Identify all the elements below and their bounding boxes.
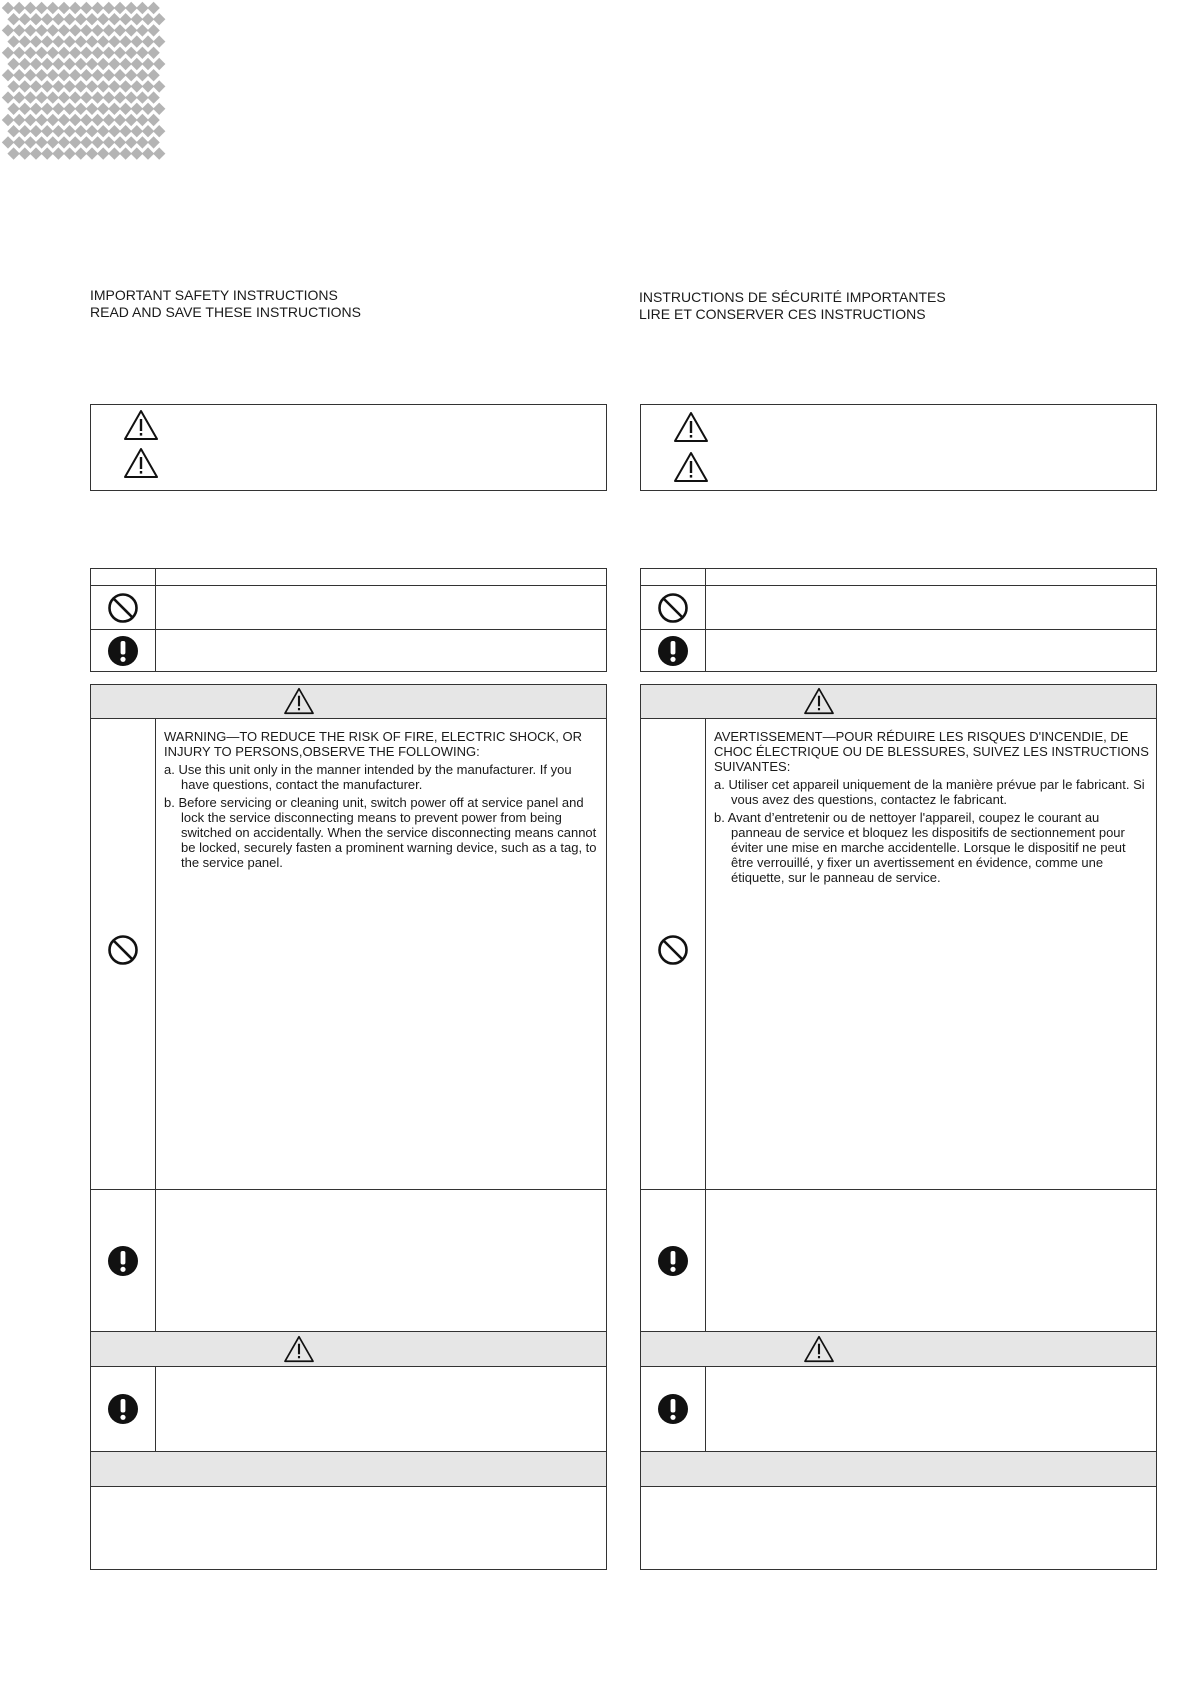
diamond-shape: [86, 80, 98, 92]
diamond-shape: [86, 58, 98, 70]
diamond-shape: [75, 13, 87, 25]
prohibited-icon: [657, 934, 689, 966]
diamond-shape: [41, 80, 53, 92]
diamond-shape: [24, 24, 36, 36]
diamond-shape: [86, 103, 98, 115]
diamond-shape: [24, 114, 36, 126]
diamond-shape: [103, 91, 115, 103]
diamond-shape: [153, 103, 165, 115]
diamond-shape: [147, 69, 159, 81]
diamond-shape: [153, 147, 165, 159]
diamond-shape: [35, 2, 47, 14]
english-warning-text: [164, 729, 600, 870]
english-header-line1: IMPORTANT SAFETY INSTRUCTIONS: [90, 287, 338, 303]
diamond-shape: [2, 91, 14, 103]
english-header: [90, 287, 361, 321]
diamond-shape: [153, 35, 165, 47]
diamond-shape: [69, 47, 81, 59]
diamond-shape: [136, 91, 148, 103]
diamond-shape: [30, 147, 42, 159]
diamond-shape: [19, 35, 31, 47]
diamond-shape: [24, 2, 36, 14]
diamond-shape: [153, 80, 165, 92]
english-header-line2: READ AND SAVE THESE INSTRUCTIONS: [90, 304, 361, 320]
diamond-shape: [63, 35, 75, 47]
mandatory-exclamation-icon: [657, 635, 689, 667]
diamond-shape: [30, 125, 42, 137]
french-symbol-legend: [640, 568, 1157, 672]
diamond-shape: [91, 136, 103, 148]
diamond-shape: [91, 47, 103, 59]
french-header-line2: LIRE ET CONSERVER CES INSTRUCTIONS: [639, 306, 926, 322]
diamond-shape: [52, 80, 64, 92]
diamond-shape: [125, 24, 137, 36]
diamond-shape: [119, 103, 131, 115]
diamond-shape: [41, 58, 53, 70]
diamond-shape: [58, 2, 70, 14]
diamond-shape: [7, 58, 19, 70]
english-warning-item-a: a. Use this unit only in the manner intended by the manufacturer. If you have questions, contact the manufacturer.: [164, 762, 572, 792]
warning-triangle-icon: [803, 687, 835, 715]
diamond-shape: [108, 147, 120, 159]
diamond-shape: [63, 147, 75, 159]
diamond-shape: [52, 103, 64, 115]
diamond-shape: [75, 35, 87, 47]
diamond-shape: [47, 69, 59, 81]
diamond-shape: [30, 103, 42, 115]
diamond-shape: [114, 136, 126, 148]
diamond-shape: [80, 47, 92, 59]
diamond-shape: [58, 47, 70, 59]
diamond-shape: [136, 114, 148, 126]
diamond-shape: [97, 147, 109, 159]
diamond-shape: [7, 125, 19, 137]
diamond-shape: [19, 13, 31, 25]
diamond-shape: [97, 58, 109, 70]
diamond-shape: [97, 125, 109, 137]
diamond-shape: [125, 2, 137, 14]
diamond-shape: [80, 24, 92, 36]
diamond-shape: [19, 80, 31, 92]
diamond-shape: [108, 13, 120, 25]
diamond-shape: [131, 13, 143, 25]
diamond-shape: [91, 69, 103, 81]
diamond-shape: [52, 125, 64, 137]
diamond-shape: [103, 47, 115, 59]
diamond-shape: [47, 136, 59, 148]
diamond-shape: [142, 103, 154, 115]
diamond-shape: [52, 58, 64, 70]
diamond-shape: [58, 91, 70, 103]
diamond-shape: [24, 69, 36, 81]
diamond-shape: [80, 114, 92, 126]
diamond-pattern-icon: [0, 0, 168, 165]
diamond-shape: [80, 136, 92, 148]
diamond-shape: [7, 35, 19, 47]
diamond-shape: [108, 125, 120, 137]
diamond-shape: [30, 35, 42, 47]
mandatory-exclamation-icon: [657, 1393, 689, 1425]
diamond-shape: [91, 2, 103, 14]
english-caution-table: [90, 1331, 607, 1452]
diamond-shape: [147, 136, 159, 148]
diamond-shape: [24, 136, 36, 148]
diamond-shape: [13, 69, 25, 81]
mandatory-exclamation-icon: [107, 1393, 139, 1425]
diamond-shape: [58, 114, 70, 126]
english-symbol-legend: [90, 568, 607, 672]
diamond-shape: [41, 147, 53, 159]
diamond-shape: [35, 114, 47, 126]
diamond-shape: [103, 114, 115, 126]
diamond-shape: [30, 80, 42, 92]
diamond-shape: [58, 69, 70, 81]
diamond-shape: [75, 58, 87, 70]
mandatory-exclamation-icon: [107, 635, 139, 667]
diamond-shape: [108, 58, 120, 70]
diamond-shape: [19, 103, 31, 115]
diamond-shape: [125, 47, 137, 59]
diamond-shape: [13, 2, 25, 14]
diamond-shape: [24, 47, 36, 59]
diamond-shape: [114, 91, 126, 103]
diamond-shape: [86, 147, 98, 159]
warning-triangle-icon: [803, 1335, 835, 1363]
diamond-shape: [19, 147, 31, 159]
diamond-shape: [119, 147, 131, 159]
diamond-shape: [2, 69, 14, 81]
diamond-shape: [103, 136, 115, 148]
diamond-shape: [58, 136, 70, 148]
diamond-shape: [136, 69, 148, 81]
diamond-shape: [119, 80, 131, 92]
warning-triangle-icon: [123, 447, 159, 479]
diamond-shape: [91, 114, 103, 126]
french-signal-box: [640, 404, 1157, 491]
diamond-shape: [114, 2, 126, 14]
diamond-shape: [75, 103, 87, 115]
diamond-shape: [147, 114, 159, 126]
diamond-shape: [69, 91, 81, 103]
diamond-shape: [80, 2, 92, 14]
diamond-shape: [131, 125, 143, 137]
diamond-shape: [103, 24, 115, 36]
warning-triangle-icon: [123, 409, 159, 441]
diamond-shape: [114, 69, 126, 81]
diamond-shape: [75, 80, 87, 92]
warning-triangle-icon: [283, 687, 315, 715]
french-warning-text: [714, 729, 1150, 885]
diamond-shape: [69, 2, 81, 14]
diamond-shape: [7, 80, 19, 92]
diamond-shape: [108, 80, 120, 92]
diamond-shape: [147, 2, 159, 14]
diamond-shape: [80, 91, 92, 103]
diamond-shape: [114, 24, 126, 36]
diamond-shape: [108, 35, 120, 47]
french-warning-item-b: b. Avant d’entretenir ou de nettoyer l'appareil, coupez le courant au panneau de service et bloquez les dispositifs de sectionnement pour éviter une mise en marche accidentelle. Lorsque le dispositif ne peut être verrouillé, y fixer un avertissement en évidence, comme une étiquette, sur le panneau de service.: [714, 810, 1126, 885]
diamond-shape: [91, 91, 103, 103]
diamond-shape: [13, 24, 25, 36]
diamond-shape: [47, 24, 59, 36]
diamond-shape: [131, 147, 143, 159]
diamond-shape: [63, 103, 75, 115]
diamond-shape: [147, 47, 159, 59]
diamond-shape: [47, 91, 59, 103]
diamond-shape: [103, 2, 115, 14]
diamond-shape: [97, 35, 109, 47]
diamond-shape: [142, 80, 154, 92]
diamond-shape: [108, 103, 120, 115]
diamond-shape: [7, 13, 19, 25]
diamond-shape: [142, 13, 154, 25]
english-warning-item-b: b. Before servicing or cleaning unit, switch power off at service panel and lock the service disconnecting means to prevent power from being switched on accidentally. When the service disconnecting means cannot be locked, securely fasten a prominent warning device, such as a tag, to the service panel.: [164, 795, 597, 870]
diamond-shape: [19, 125, 31, 137]
diamond-shape: [2, 24, 14, 36]
english-warning-heading: WARNING—TO REDUCE THE RISK OF FIRE, ELECTRIC SHOCK, OR INJURY TO PERSONS,OBSERVE THE FOLLOWING:: [164, 729, 582, 759]
diamond-shape: [86, 13, 98, 25]
prohibited-icon: [107, 592, 139, 624]
diamond-shape: [131, 58, 143, 70]
diamond-shape: [131, 80, 143, 92]
diamond-shape: [35, 69, 47, 81]
diamond-shape: [13, 47, 25, 59]
diamond-shape: [35, 24, 47, 36]
diamond-shape: [63, 58, 75, 70]
diamond-shape: [52, 13, 64, 25]
diamond-shape: [153, 58, 165, 70]
diamond-shape: [153, 13, 165, 25]
diamond-shape: [97, 103, 109, 115]
diamond-shape: [41, 35, 53, 47]
mandatory-exclamation-icon: [107, 1245, 139, 1277]
diamond-shape: [52, 35, 64, 47]
french-header-line1: INSTRUCTIONS DE SÉCURITÉ IMPORTANTES: [639, 289, 946, 305]
diamond-shape: [47, 114, 59, 126]
diamond-shape: [7, 147, 19, 159]
diamond-shape: [142, 147, 154, 159]
diamond-shape: [125, 69, 137, 81]
diamond-shape: [147, 24, 159, 36]
french-caution-table: [640, 1331, 1157, 1452]
diamond-shape: [103, 69, 115, 81]
diamond-shape: [41, 125, 53, 137]
diamond-shape: [58, 24, 70, 36]
diamond-shape: [125, 91, 137, 103]
diamond-shape: [97, 80, 109, 92]
diamond-shape: [2, 47, 14, 59]
diamond-shape: [119, 35, 131, 47]
diamond-shape: [142, 58, 154, 70]
diamond-shape: [13, 136, 25, 148]
diamond-shape: [69, 114, 81, 126]
diamond-shape: [153, 125, 165, 137]
diamond-shape: [13, 91, 25, 103]
french-note-table: [640, 1451, 1157, 1570]
english-signal-box: [90, 404, 607, 491]
diamond-shape: [63, 13, 75, 25]
diamond-shape: [136, 136, 148, 148]
diamond-shape: [114, 114, 126, 126]
diamond-shape: [47, 2, 59, 14]
diamond-shape: [52, 147, 64, 159]
french-header: [639, 289, 946, 323]
diamond-shape: [125, 136, 137, 148]
english-note-table: [90, 1451, 607, 1570]
diamond-shape: [80, 69, 92, 81]
english-warning-table: [90, 684, 607, 1332]
diamond-shape: [142, 35, 154, 47]
diamond-shape: [125, 114, 137, 126]
diamond-shape: [7, 103, 19, 115]
diamond-shape: [2, 114, 14, 126]
diamond-shape: [2, 2, 14, 14]
diamond-shape: [142, 125, 154, 137]
diamond-shape: [136, 2, 148, 14]
diamond-shape: [41, 13, 53, 25]
diamond-shape: [24, 91, 36, 103]
diamond-shape: [2, 136, 14, 148]
diamond-shape: [47, 47, 59, 59]
diamond-shape: [63, 125, 75, 137]
french-warning-item-a: a. Utiliser cet appareil uniquement de la manière prévue par le fabricant. Si vous avez des questions, contactez le fabricant.: [714, 777, 1145, 807]
diamond-shape: [91, 24, 103, 36]
warning-triangle-icon: [283, 1335, 315, 1363]
diamond-shape: [86, 125, 98, 137]
diamond-shape: [13, 114, 25, 126]
diamond-shape: [75, 125, 87, 137]
prohibited-icon: [107, 934, 139, 966]
french-warning-table: [640, 684, 1157, 1332]
prohibited-icon: [657, 592, 689, 624]
warning-triangle-icon: [673, 451, 709, 483]
diamond-shape: [119, 125, 131, 137]
diamond-shape: [114, 47, 126, 59]
diamond-shape: [30, 13, 42, 25]
diamond-shape: [69, 24, 81, 36]
diamond-shape: [30, 58, 42, 70]
warning-triangle-icon: [673, 411, 709, 443]
diamond-shape: [19, 58, 31, 70]
diamond-shape: [35, 136, 47, 148]
diamond-shape: [119, 58, 131, 70]
diamond-shape: [131, 35, 143, 47]
diamond-shape: [69, 69, 81, 81]
diamond-shape: [35, 47, 47, 59]
mandatory-exclamation-icon: [657, 1245, 689, 1277]
french-warning-heading: AVERTISSEMENT—POUR RÉDUIRE LES RISQUES D'INCENDIE, DE CHOC ÉLECTRIQUE OU DE BLESSURES, SUIVEZ LES INSTRUCTIONS SUIVANTES:: [714, 729, 1149, 774]
diamond-shape: [69, 136, 81, 148]
diamond-shape: [86, 35, 98, 47]
diamond-shape: [136, 24, 148, 36]
diamond-shape: [35, 91, 47, 103]
diamond-shape: [41, 103, 53, 115]
diamond-shape: [131, 103, 143, 115]
diamond-shape: [119, 13, 131, 25]
diamond-shape: [63, 80, 75, 92]
diamond-shape: [75, 147, 87, 159]
diamond-shape: [97, 13, 109, 25]
diamond-shape: [136, 47, 148, 59]
diamond-shape: [147, 91, 159, 103]
